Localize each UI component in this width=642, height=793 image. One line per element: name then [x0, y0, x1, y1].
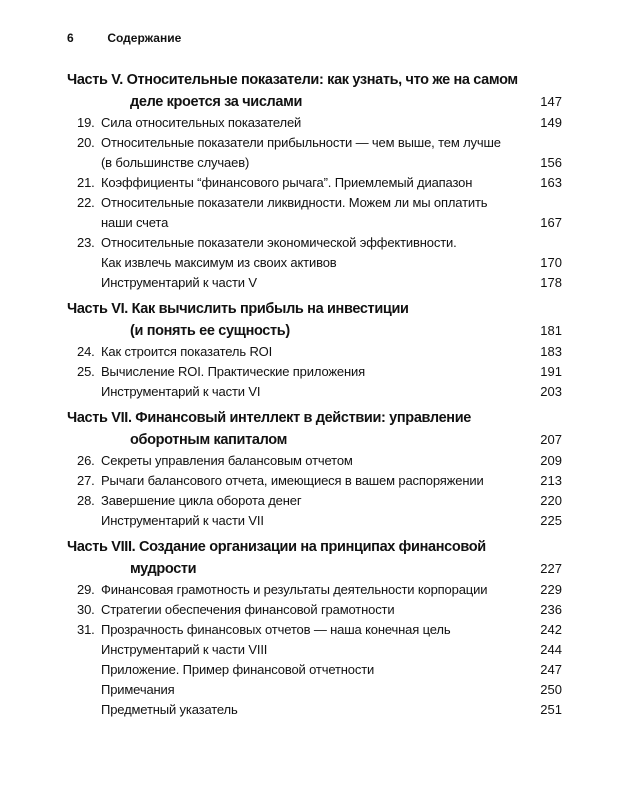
page-number: 229	[540, 582, 562, 597]
page-number: 149	[540, 115, 562, 130]
part-heading-text: Часть VI. Как вычислить прибыль на инвестиции	[67, 301, 409, 317]
chapter-number: 26.	[77, 453, 95, 468]
chapter-title: Сила относительных показателей	[101, 115, 302, 130]
chapter-number: 30.	[77, 602, 95, 617]
page-number: 242	[540, 622, 562, 637]
toc-entry-line	[67, 273, 562, 293]
toc-entry-line	[67, 580, 562, 600]
part-section	[67, 69, 562, 113]
part-heading-line	[67, 429, 562, 451]
part-heading-text: деле кроется за числами	[130, 94, 303, 110]
chapter-title: Относительные показатели ликвидности. Можем ли мы оплатить	[101, 195, 488, 210]
toc-entry	[67, 133, 562, 173]
toc-entry	[67, 580, 562, 600]
chapter-title: Рычаги балансового отчета, имеющиеся в вашем распоряжении	[101, 473, 484, 488]
toc-entry-line	[67, 620, 562, 640]
chapter-title: Предметный указатель	[101, 702, 238, 717]
part-heading-line	[67, 91, 562, 113]
chapter-title: Примечания	[101, 682, 175, 697]
toc-entry	[67, 273, 562, 293]
page-number: 163	[540, 175, 562, 190]
toc-entry-line	[67, 640, 562, 660]
toc-entry	[67, 511, 562, 531]
toc-entry-line	[67, 153, 562, 173]
page-number: 203	[540, 384, 562, 399]
toc-entry	[67, 342, 562, 362]
toc-entry	[67, 680, 562, 700]
part-heading-text: Часть V. Относительные показатели: как узнать, что же на самом	[67, 72, 518, 88]
chapter-title: Прозрачность финансовых отчетов — наша конечная цель	[101, 622, 451, 637]
chapter-title: Вычисление ROI. Практические приложения	[101, 364, 366, 379]
page-number: 227	[540, 561, 562, 576]
chapter-title: Финансовая грамотность и результаты деятельности корпорации	[101, 582, 488, 597]
toc-entry-line	[67, 600, 562, 620]
page-number: 244	[540, 642, 562, 657]
chapter-title: Инструментарий к части V	[101, 275, 257, 290]
toc-entry-line	[67, 491, 562, 511]
page-number: 181	[540, 323, 562, 338]
chapter-title: наши счета	[101, 215, 169, 230]
chapter-title: Инструментарий к части VIII	[101, 642, 268, 657]
part-section	[67, 536, 562, 580]
chapter-number: 21.	[77, 175, 95, 190]
toc-entry	[67, 451, 562, 471]
toc-entry-line	[67, 193, 562, 213]
toc-entry	[67, 471, 562, 491]
table-of-contents	[67, 69, 562, 720]
part-heading-text: (и понять ее сущность)	[130, 323, 290, 339]
toc-entry-line	[67, 471, 562, 491]
part-heading-text: оборотным капиталом	[130, 432, 287, 448]
toc-entry	[67, 113, 562, 133]
part-section	[67, 407, 562, 451]
toc-entry	[67, 193, 562, 233]
page-number: 207	[540, 432, 562, 447]
toc-entry-line	[67, 680, 562, 700]
toc-entry-line	[67, 700, 562, 720]
page-number: 183	[540, 344, 562, 359]
page-number: 225	[540, 513, 562, 528]
running-header	[67, 31, 181, 45]
running-title: Содержание	[107, 31, 182, 45]
chapter-number: 31.	[77, 622, 95, 637]
part-heading-line	[67, 69, 562, 91]
page-number: 178	[540, 275, 562, 290]
toc-entry-line	[67, 362, 562, 382]
chapter-number: 24.	[77, 344, 95, 359]
toc-entry-line	[67, 233, 562, 253]
part-section	[67, 298, 562, 342]
chapter-title: Завершение цикла оборота денег	[101, 493, 302, 508]
page-number: 236	[540, 602, 562, 617]
toc-entry-line	[67, 511, 562, 531]
page-number: 209	[540, 453, 562, 468]
toc-entry-line	[67, 451, 562, 471]
page-number: 191	[540, 364, 562, 379]
toc-entry	[67, 640, 562, 660]
page-number: 247	[540, 662, 562, 677]
chapter-title: (в большинстве случаев)	[101, 155, 250, 170]
chapter-number: 20.	[77, 135, 95, 150]
toc-entry	[67, 382, 562, 402]
toc-entry-line	[67, 660, 562, 680]
part-heading-text: Часть VII. Финансовый интеллект в действии: управление	[67, 410, 471, 426]
toc-entry-line	[67, 342, 562, 362]
chapter-title: Секреты управления балансовым отчетом	[101, 453, 353, 468]
toc-entry-line	[67, 133, 562, 153]
page-number: 170	[540, 255, 562, 270]
part-heading-line	[67, 558, 562, 580]
chapter-number: 23.	[77, 235, 95, 250]
toc-entry-line	[67, 213, 562, 233]
part-heading-line	[67, 536, 562, 558]
chapter-title: Как извлечь максимум из своих активов	[101, 255, 337, 270]
toc-entry	[67, 600, 562, 620]
chapter-title: Приложение. Пример финансовой отчетности	[101, 662, 375, 677]
page-number: 250	[540, 682, 562, 697]
chapter-number: 27.	[77, 473, 95, 488]
chapter-title: Инструментарий к части VI	[101, 384, 261, 399]
toc-entry	[67, 491, 562, 511]
toc-entry	[67, 362, 562, 382]
page-number: 251	[540, 702, 562, 717]
toc-entry-line	[67, 113, 562, 133]
toc-entry	[67, 233, 562, 273]
chapter-number: 25.	[77, 364, 95, 379]
page-number: 147	[540, 94, 562, 109]
toc-entry	[67, 620, 562, 640]
chapter-number: 28.	[77, 493, 95, 508]
chapter-number: 22.	[77, 195, 95, 210]
chapter-number: 19.	[77, 115, 95, 130]
page-number: 156	[540, 155, 562, 170]
toc-entry	[67, 660, 562, 680]
page-number: 220	[540, 493, 562, 508]
chapter-number: 29.	[77, 582, 95, 597]
chapter-title: Инструментарий к части VII	[101, 513, 264, 528]
part-heading-text: мудрости	[130, 561, 197, 577]
chapter-title: Относительные показатели экономической эффективности.	[101, 235, 457, 250]
page-number: 213	[540, 473, 562, 488]
toc-entry	[67, 700, 562, 720]
part-heading-line	[67, 298, 562, 320]
chapter-title: Стратегии обеспечения финансовой грамотности	[101, 602, 395, 617]
toc-entry-line	[67, 173, 562, 193]
toc-entry	[67, 173, 562, 193]
chapter-title: Относительные показатели прибыльности — чем выше, тем лучше	[101, 135, 501, 150]
part-heading-line	[67, 320, 562, 342]
chapter-title: Как строится показатель ROI	[101, 344, 273, 359]
toc-entry-line	[67, 253, 562, 273]
chapter-title: Коэффициенты “финансового рычага”. Приемлемый диапазон	[101, 175, 473, 190]
page-number: 6	[67, 31, 74, 45]
part-heading-text: Часть VIII. Создание организации на принципах финансовой	[67, 539, 486, 555]
part-heading-line	[67, 407, 562, 429]
toc-entry-line	[67, 382, 562, 402]
page-number: 167	[540, 215, 562, 230]
